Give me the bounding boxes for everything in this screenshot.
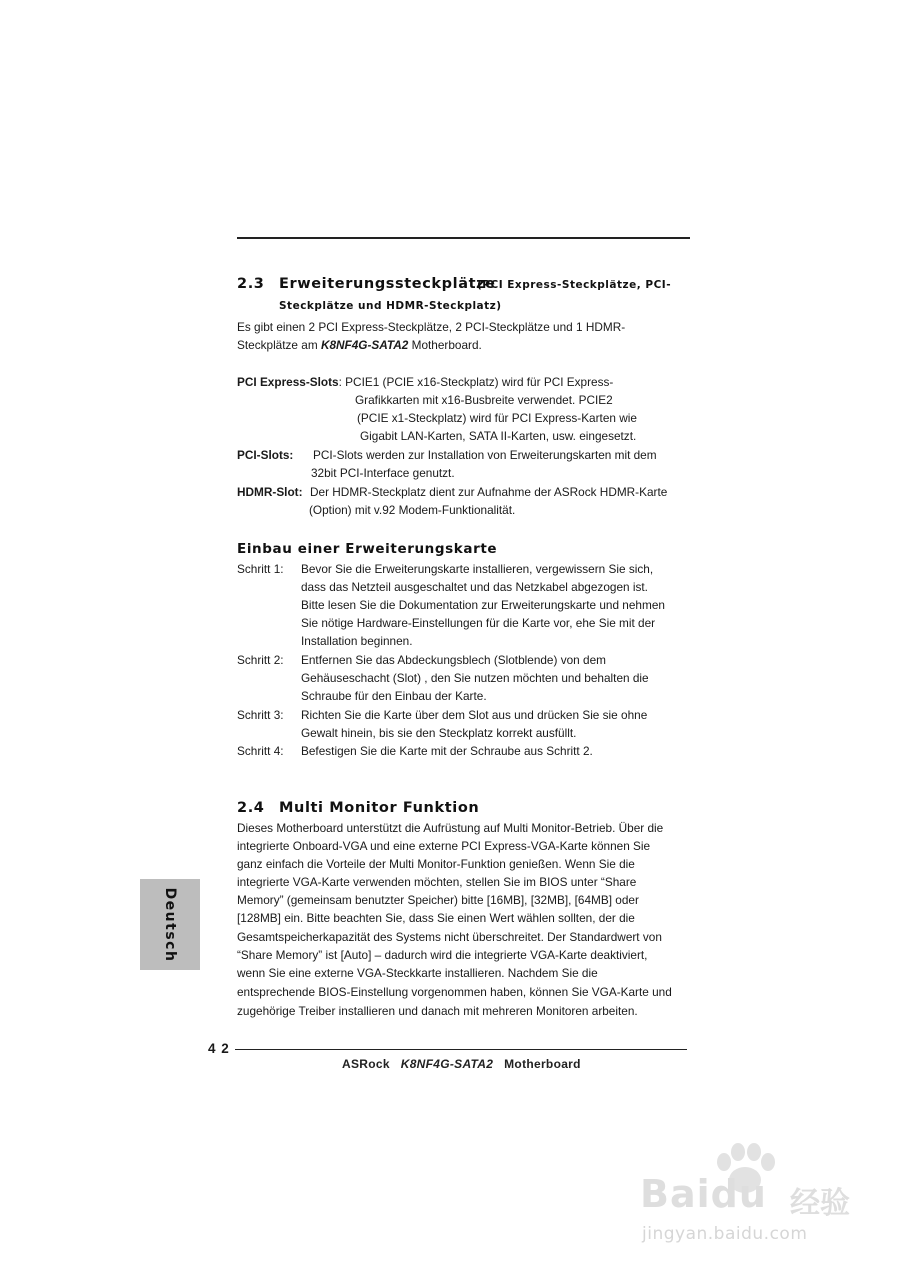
section-title-2-4: Multi Monitor Funktion — [279, 800, 480, 816]
footer-suffix: Motherboard — [504, 1057, 581, 1071]
step-3-line: Gewalt hinein, bis sie den Steckplatz korrekt ausfüllt. — [301, 726, 577, 740]
step-2-label: Schritt 2: — [237, 653, 284, 667]
step-1-line: dass das Netzteil ausgeschaltet und das Netzkabel abgezogen ist. — [301, 580, 648, 594]
step-1-label: Schritt 1: — [237, 562, 284, 576]
intro-line1: Es gibt einen 2 PCI Express-Steckplätze, 2 PCI-Steckplätze und 1 HDMR- — [237, 320, 626, 334]
footer-rule — [235, 1049, 687, 1050]
hdmr-slot-label: HDMR-Slot: — [237, 485, 303, 499]
pcie-slots-entry: PCI Express-Slots: PCIE1 (PCIE x16-Steckplatz) wird für PCI Express- — [237, 375, 614, 389]
multi-monitor-line: Gesamtspeicherkapazität des Systems nicht überschreitet. Der Standardwert von — [237, 930, 662, 944]
multi-monitor-line: [128MB] ein. Bitte beachten Sie, dass Sie einen Wert wählen sollten, der die — [237, 911, 635, 925]
model-name: K8NF4G-SATA2 — [320, 338, 409, 352]
watermark-cn: 经验 — [790, 1186, 850, 1221]
multi-monitor-line: wenn Sie eine externe VGA-Steckkarte installieren. Nachdem Sie die — [237, 966, 598, 980]
multi-monitor-line: ganz einfach die Vorteile der Multi Monitor-Funktion genießen. Wenn Sie die — [237, 857, 635, 871]
header-rule — [237, 237, 690, 239]
step-1-line: Sie nötige Hardware-Einstellungen für die Karte vor, ehe Sie mit der — [301, 616, 656, 630]
multi-monitor-line: integrierte Onboard-VGA und eine externe PCI Express-VGA-Karte können Sie — [237, 839, 651, 853]
section-title-2-3: Erweiterungssteckplätze — [279, 276, 496, 292]
language-side-tab — [140, 879, 200, 970]
watermark-brand: Baidu — [640, 1172, 767, 1216]
section-number-2-3: 2.3 — [237, 276, 265, 292]
watermark — [640, 1140, 870, 1250]
pci-line2: 32bit PCI-Interface genutzt. — [311, 466, 455, 480]
step-4-label: Schritt 4: — [237, 744, 284, 758]
pci-slots-label: PCI-Slots: — [237, 448, 294, 462]
step-2-line: Gehäuseschacht (Slot) , den Sie nutzen möchten und behalten die — [301, 671, 649, 685]
pcie-line4: Gigabit LAN-Karten, SATA II-Karten, usw. eingesetzt. — [360, 429, 637, 443]
multi-monitor-line: entsprechende BIOS-Einstellung vorgenommen haben, können Sie VGA-Karte und — [237, 985, 672, 999]
hdmr-line1: Der HDMR-Steckplatz dient zur Aufnahme der ASRock HDMR-Karte — [310, 485, 668, 499]
multi-monitor-line: integrierte VGA-Karte verwenden möchten, stellen Sie im BIOS unter “Share — [237, 875, 637, 889]
section-number-2-4: 2.4 — [237, 800, 265, 816]
step-1-line: Installation beginnen. — [301, 634, 413, 648]
footer-text — [342, 1057, 581, 1071]
install-heading: Einbau einer Erweiterungskarte — [237, 541, 498, 557]
pcie-line3: (PCIE x1-Steckplatz) wird für PCI Express-Karten wie — [357, 411, 637, 425]
watermark-url: jingyan.baidu.com — [642, 1224, 808, 1244]
intro-line2: Steckplätze am K8NF4G-SATA2 Motherboard. — [237, 338, 482, 352]
section-subtitle-line1: (PCI Express-Steckplätze, PCI- — [477, 279, 672, 291]
step-1-line: Bitte lesen Sie die Dokumentation zur Erweiterungskarte und nehmen — [301, 598, 665, 612]
footer-brand: ASRock — [342, 1057, 390, 1071]
step-3-label: Schritt 3: — [237, 708, 284, 722]
step-4-line: Befestigen Sie die Karte mit der Schraube aus Schritt 2. — [301, 744, 593, 758]
hdmr-line2: (Option) mit v.92 Modem-Funktionalität. — [309, 503, 516, 517]
pci-line1: PCI-Slots werden zur Installation von Erweiterungskarten mit dem — [313, 448, 657, 462]
multi-monitor-line: “Share Memory” ist [Auto] – dadurch wird die integrierte VGA-Karte deaktiviert, — [237, 948, 648, 962]
footer-model: K8NF4G-SATA2 — [400, 1057, 494, 1071]
pcie-slots-label: PCI Express-Slots — [237, 375, 339, 389]
multi-monitor-line: zugehörige Treiber installieren und danach mit mehreren Monitoren arbeiten. — [237, 1004, 638, 1018]
step-2-line: Schraube für den Einbau der Karte. — [301, 689, 487, 703]
step-2-line: Entfernen Sie das Abdeckungsblech (Slotblende) von dem — [301, 653, 606, 667]
step-3-line: Richten Sie die Karte über dem Slot aus und drücken Sie sie ohne — [301, 708, 648, 722]
section-subtitle-line2: Steckplätze und HDMR-Steckplatz) — [279, 300, 502, 312]
multi-monitor-line: Dieses Motherboard unterstützt die Aufrüstung auf Multi Monitor-Betrieb. Über die — [237, 821, 664, 835]
pcie-line2: Grafikkarten mit x16-Busbreite verwendet. PCIE2 — [355, 393, 613, 407]
language-tab-label: Deutsch — [162, 887, 178, 962]
multi-monitor-line: Memory” (gemeinsam benutzter Speicher) bitte [16MB], [32MB], [64MB] oder — [237, 893, 639, 907]
page-number: 4 2 — [208, 1041, 230, 1056]
step-1-line: Bevor Sie die Erweiterungskarte installieren, vergewissern Sie sich, — [301, 562, 654, 576]
